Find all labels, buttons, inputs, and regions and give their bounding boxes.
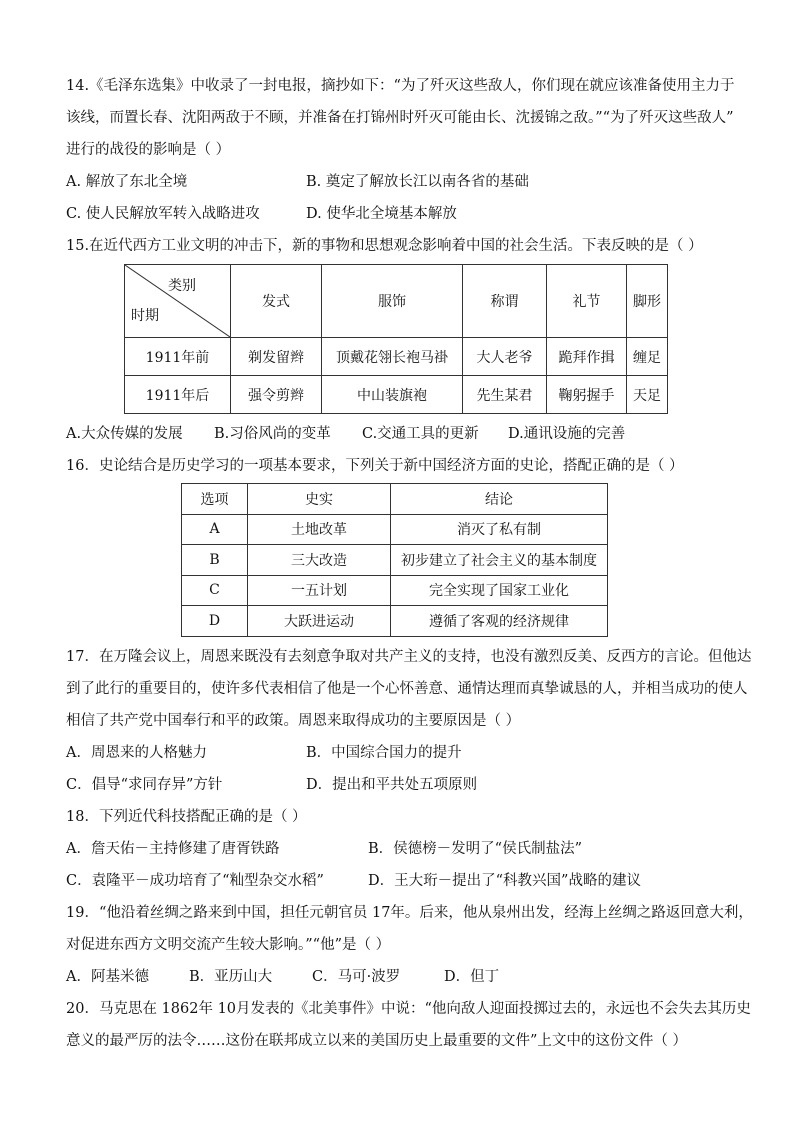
exam-page — [66, 70, 753, 1057]
question-20 — [66, 993, 751, 1057]
question-19-stem-line: 对促进东西方文明交流产生较大影响。”“他”是（ ） — [66, 936, 391, 953]
table-cell: 剃发留辫 — [231, 338, 322, 376]
option-a[interactable]: A.大众传媒的发展 — [66, 426, 183, 442]
question-17-stem-line: 到了此行的重要目的，使许多代表相信了他是一个心怀善意、通情达理而真挚诚恳的人，并相当成功的使人 — [66, 680, 748, 697]
table-cell: 顶戴花翎长袍马褂 — [322, 338, 463, 376]
table-cell: 土地改革 — [248, 514, 391, 545]
table-cell: 1911年后 — [125, 376, 231, 414]
question-14-stem-line: 该线，而置长春、沈阳两敌于不顾，并准备在打锦州时歼灭可能由长、沈援锦之敌。”“为了歼灭这些敌人” — [66, 110, 734, 126]
table-header: 结论 — [391, 484, 608, 515]
question-19-options — [66, 961, 730, 993]
option-b[interactable]: B. 奠定了解放长江以南各省的基础 — [306, 174, 529, 190]
table-header: 选项 — [182, 484, 248, 515]
option-d[interactable]: D.通讯设施的完善 — [508, 426, 626, 442]
table-cell: 1911年前 — [125, 338, 231, 376]
question-14 — [66, 70, 735, 230]
table-corner-cell — [125, 265, 231, 338]
option-c[interactable]: C. 使人民解放军转入战略进攻 — [66, 206, 260, 222]
table-row — [182, 575, 608, 606]
table-cell: 中山装旗袍 — [322, 376, 463, 414]
option-c[interactable]: C．袁隆平－成功培育了“籼型杂交水稻” — [66, 872, 324, 889]
question-17-options — [66, 737, 730, 769]
table-cell: 鞠躬握手 — [547, 376, 627, 414]
option-a[interactable]: A．阿基米德 — [66, 968, 149, 985]
table-cell: 天足 — [627, 376, 668, 414]
option-c[interactable]: C．倡导“求同存异”方针 — [66, 776, 223, 793]
table-header: 称谓 — [463, 265, 547, 338]
option-c[interactable]: C.交通工具的更新 — [362, 426, 479, 442]
option-a[interactable]: A. 解放了东北全境 — [66, 174, 188, 190]
option-a[interactable]: A．詹天佑－主持修建了唐胥铁路 — [66, 840, 280, 857]
question-14-stem-line: 进行的战役的影响是（ ） — [66, 142, 231, 158]
question-15-table — [124, 264, 668, 414]
option-b[interactable]: B.习俗风尚的变革 — [214, 426, 331, 442]
table-header: 脚形 — [627, 265, 668, 338]
table-cell: 大人老爷 — [463, 338, 547, 376]
table-cell: 消灭了私有制 — [391, 514, 608, 545]
table-cell: 先生某君 — [463, 376, 547, 414]
table-row — [125, 338, 668, 376]
table-row — [182, 606, 608, 637]
question-16-stem: 16．史论结合是历史学习的一项基本要求，下列关于新中国经济方面的史论，搭配正确的是（ ） — [66, 458, 684, 474]
corner-bottom-label: 时期 — [131, 308, 159, 324]
table-cell: B — [182, 545, 248, 576]
option-b[interactable]: B．中国综合国力的提升 — [306, 744, 462, 761]
question-19-stem-line: 19．“他沿着丝绸之路来到中国，担任元朝官员 17年。后来，他从泉州出发，经海上丝绸之路返回意大利， — [66, 904, 753, 921]
option-d[interactable]: D．但丁 — [444, 968, 500, 985]
table-header: 礼节 — [547, 265, 627, 338]
question-18-options — [66, 833, 730, 865]
table-header: 史实 — [248, 484, 391, 515]
question-17-stem-line: 相信了共产党中国奉行和平的政策。周恩来取得成功的主要原因是（ ） — [66, 712, 521, 729]
option-d[interactable]: D．王大珩－提出了“科教兴国”战略的建议 — [368, 872, 641, 889]
table-cell: 强令剪辫 — [231, 376, 322, 414]
question-15-options — [66, 418, 730, 450]
table-cell: 大跃进运动 — [248, 606, 391, 637]
table-cell: A — [182, 514, 248, 545]
question-14-options — [66, 166, 730, 198]
question-17 — [66, 641, 752, 801]
question-18 — [66, 801, 730, 897]
option-b[interactable]: B．亚历山大 — [189, 968, 273, 985]
option-d[interactable]: D．提出和平共处五项原则 — [306, 776, 478, 793]
question-20-stem-line: 20．马克思在 1862年 10月发表的《北美事件》中说：“他向敌人迎面投掷过去的，永远也不会失去其历史 — [66, 1000, 751, 1017]
table-cell: 完全实现了国家工业化 — [391, 575, 608, 606]
question-18-options — [66, 865, 730, 897]
table-cell: 跪拜作揖 — [547, 338, 627, 376]
table-header: 服饰 — [322, 265, 463, 338]
table-row — [182, 545, 608, 576]
option-a[interactable]: A．周恩来的人格魅力 — [66, 744, 207, 761]
table-cell: C — [182, 575, 248, 606]
table-cell: 遵循了客观的经济规律 — [391, 606, 608, 637]
table-cell: 三大改造 — [248, 545, 391, 576]
question-16 — [66, 450, 730, 637]
table-cell: 一五计划 — [248, 575, 391, 606]
table-cell: 初步建立了社会主义的基本制度 — [391, 545, 608, 576]
question-20-stem-line: 意义的最严厉的法令……这份在联邦成立以来的美国历史上最重要的文件”上文中的这份文件（ ） — [66, 1032, 688, 1049]
option-d[interactable]: D. 使华北全境基本解放 — [306, 206, 457, 222]
question-16-table — [181, 483, 608, 637]
question-17-options — [66, 769, 730, 801]
table-header: 发式 — [231, 265, 322, 338]
question-17-stem-line: 17．在万隆会议上，周恩来既没有去刻意争取对共产主义的支持，也没有激烈反美、反西方的言论。但他达 — [66, 648, 752, 665]
question-18-stem: 18．下列近代科技搭配正确的是（ ） — [66, 808, 307, 825]
question-15 — [66, 230, 730, 450]
corner-top-label: 类别 — [168, 278, 196, 294]
question-14-stem-line: 14.《毛泽东选集》中收录了一封电报，摘抄如下：“为了歼灭这些敌人，你们现在就应该准备使用主力于 — [66, 78, 735, 94]
question-14-options — [66, 198, 730, 230]
option-b[interactable]: B．侯德榜－发明了“侯氏制盐法” — [368, 840, 582, 857]
table-row — [125, 376, 668, 414]
question-15-stem: 15.在近代西方工业文明的冲击下，新的事物和思想观念影响着中国的社会生活。下表反映的是（ ） — [66, 238, 703, 254]
table-row — [182, 514, 608, 545]
option-c[interactable]: C．马可·波罗 — [312, 968, 401, 985]
table-cell: 缠足 — [627, 338, 668, 376]
question-19 — [66, 897, 753, 993]
table-cell: D — [182, 606, 248, 637]
